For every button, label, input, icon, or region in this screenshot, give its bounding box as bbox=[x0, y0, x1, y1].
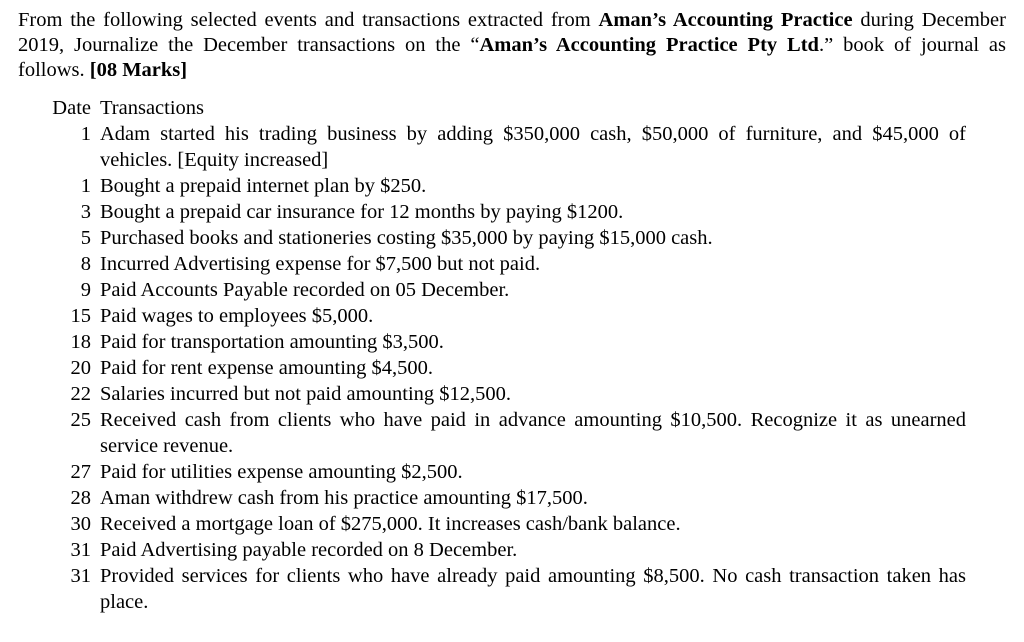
transaction-date: 31 bbox=[70, 565, 91, 587]
table-row bbox=[18, 251, 1006, 277]
transaction-text: Bought a prepaid car insurance for 12 months by paying $1200. bbox=[100, 201, 624, 223]
table-row bbox=[18, 329, 1006, 355]
table-row bbox=[18, 173, 1006, 199]
company-name: Aman’s Accounting Practice bbox=[598, 9, 853, 31]
transaction-date: 22 bbox=[70, 383, 91, 405]
transaction-date: 8 bbox=[80, 253, 91, 275]
table-row bbox=[18, 563, 1006, 615]
transaction-text: Paid for rent expense amounting $4,500. bbox=[100, 357, 434, 379]
table-row bbox=[18, 381, 1006, 407]
transaction-date: 31 bbox=[70, 539, 91, 561]
table-row bbox=[18, 121, 1006, 173]
transaction-text: Paid wages to employees $5,000. bbox=[100, 305, 374, 327]
transaction-date: 1 bbox=[80, 123, 91, 145]
table-row bbox=[18, 485, 1006, 511]
transaction-text: Provided services for clients who have already paid amounting $8,500. No cash transaction taken has place. bbox=[100, 565, 966, 613]
transaction-text: Received a mortgage loan of $275,000. It increases cash/bank balance. bbox=[100, 513, 681, 535]
table-row bbox=[18, 225, 1006, 251]
table-row bbox=[18, 199, 1006, 225]
transaction-text: Paid Accounts Payable recorded on 05 December. bbox=[100, 279, 510, 301]
transaction-text: Bought a prepaid internet plan by $250. bbox=[100, 175, 427, 197]
table-row bbox=[18, 511, 1006, 537]
transaction-text: Received cash from clients who have paid in advance amounting $10,500. Recognize it as unearned service revenue. bbox=[100, 409, 966, 457]
transaction-text: Paid Advertising payable recorded on 8 December. bbox=[100, 539, 518, 561]
transaction-date: 20 bbox=[70, 357, 91, 379]
marks-label: [08 Marks] bbox=[89, 59, 188, 81]
transaction-date: 9 bbox=[80, 279, 91, 301]
transaction-text: Purchased books and stationeries costing $35,000 by paying $15,000 cash. bbox=[100, 227, 713, 249]
transaction-date: 27 bbox=[70, 461, 91, 483]
transaction-text: Adam started his trading business by adding $350,000 cash, $50,000 of furniture, and $45,000 of vehicles. [Equity increased] bbox=[100, 123, 966, 171]
table-row bbox=[18, 459, 1006, 485]
transaction-date: 28 bbox=[70, 487, 91, 509]
transaction-rows bbox=[18, 121, 1006, 615]
table-header bbox=[18, 95, 1006, 121]
company-name-pty: Aman’s Accounting Practice Pty Ltd bbox=[479, 34, 819, 56]
transaction-text: Salaries incurred but not paid amounting $12,500. bbox=[100, 383, 512, 405]
transaction-date: 3 bbox=[80, 201, 91, 223]
intro-text-2: during December 2019, Journalize the December transactions on the “ bbox=[18, 9, 1006, 56]
transactions-column-header: Transactions bbox=[100, 97, 205, 119]
table-row bbox=[18, 303, 1006, 329]
table-row bbox=[18, 355, 1006, 381]
transaction-text: Incurred Advertising expense for $7,500 but not paid. bbox=[100, 253, 541, 275]
transaction-text: Paid for utilities expense amounting $2,500. bbox=[100, 461, 463, 483]
intro-text-1: From the following selected events and transactions extracted from bbox=[18, 9, 599, 31]
transaction-text: Aman withdrew cash from his practice amounting $17,500. bbox=[100, 487, 588, 509]
table-row bbox=[18, 407, 1006, 459]
transaction-date: 5 bbox=[80, 227, 91, 249]
transaction-date: 30 bbox=[70, 513, 91, 535]
transaction-text: Paid for transportation amounting $3,500. bbox=[100, 331, 444, 353]
intro-text-3: .” book of journal as follows. bbox=[18, 34, 1006, 81]
transaction-date: 18 bbox=[70, 331, 91, 353]
transaction-date: 25 bbox=[70, 409, 91, 431]
transaction-date: 15 bbox=[70, 305, 91, 327]
transaction-date: 1 bbox=[80, 175, 91, 197]
date-column-header: Date bbox=[52, 97, 91, 119]
table-row bbox=[18, 277, 1006, 303]
transactions-table bbox=[18, 95, 1006, 615]
table-row bbox=[18, 537, 1006, 563]
question-intro bbox=[18, 8, 1006, 83]
